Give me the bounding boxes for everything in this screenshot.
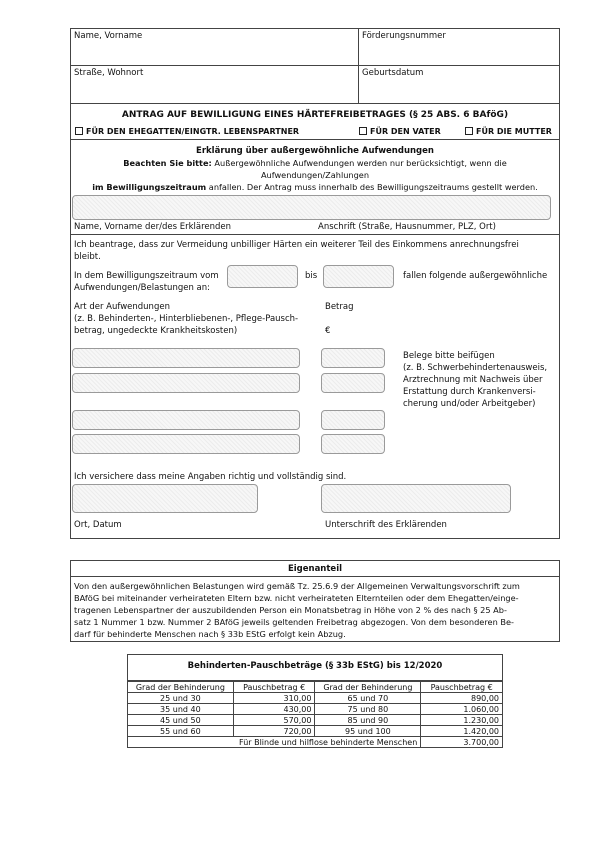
table-row	[128, 726, 503, 737]
table-row	[128, 693, 503, 704]
name-label: Name, Vorname	[74, 31, 143, 41]
eigenanteil-line-1: Von den außergewöhnlichen Belastungen wird gemäß Tz. 25.6.9 der Allgemeinen Verwaltungsvorschrift zum	[74, 581, 520, 591]
checkbox-vater-label: FÜR DEN VATER	[370, 127, 441, 136]
grad-cell: 75 und 80	[315, 704, 421, 715]
belege-line-1: Belege bitte beifügen	[403, 351, 495, 361]
belege-line-2: (z. B. Schwerbehindertenausweis,	[403, 363, 548, 373]
header-bottom-line	[70, 103, 560, 104]
ort-datum-label: Ort, Datum	[74, 520, 122, 530]
pauschbetraege-title: Behinderten-Pauschbeträge (§ 33b EStG) bis 12/2020	[187, 661, 443, 671]
betrag-input-1[interactable]	[321, 348, 385, 368]
eigenanteil-title-underline	[70, 576, 560, 577]
euro-label: €	[325, 326, 331, 336]
ort-datum-input[interactable]	[72, 484, 258, 513]
bewilligungszeitraum-text: anfallen. Der Antrag muss innerhalb des Bewilligungszeitraums gestellt werden.	[206, 182, 538, 192]
eigenanteil-line-2: BAföG bei miteinander verheirateten Eltern bzw. nicht verheirateten Elternteilen oder dem Ehegatten/einge-	[74, 593, 519, 603]
art-input-1[interactable]	[72, 348, 300, 368]
eigenanteil-line-3: tragenen Lebenspartner der auszubildenden Person ein Monatsbetrag in Höhe von 2 % des nach § 25 Ab-	[74, 605, 507, 615]
pauschbetraege-table	[127, 681, 503, 748]
zeitraum-label-line1: In dem Bewilligungszeitraum vom	[74, 271, 219, 281]
betrag-input-2[interactable]	[321, 373, 385, 393]
betrag-cell: 720,00	[233, 726, 315, 737]
art-input-2[interactable]	[72, 373, 300, 393]
zeitraum-label-line2: Aufwendungen/Belastungen an:	[74, 283, 210, 293]
betrag-cell: 570,00	[233, 715, 315, 726]
art-input-4[interactable]	[72, 434, 300, 454]
erklaerung-hint-line3	[70, 182, 560, 192]
header-betrag-1: Pauschbetrag €	[233, 682, 315, 693]
belege-line-5: cherung und/oder Arbeitgeber)	[403, 399, 536, 409]
versicherung-text: Ich versichere dass meine Angaben richtig und vollständig sind.	[74, 472, 347, 482]
grad-cell: 95 und 100	[315, 726, 421, 737]
zeitraum-von-input[interactable]	[227, 265, 298, 288]
foerderungsnummer-label: Förderungsnummer	[362, 31, 446, 41]
erklaerender-name-label: Name, Vorname der/des Erklärenden	[74, 222, 232, 232]
antrag-bottom-line	[70, 139, 560, 140]
betrag-cell: 890,00	[421, 693, 503, 704]
header-grad-2: Grad der Behinderung	[315, 682, 421, 693]
table-row	[128, 704, 503, 715]
header-betrag-2: Pauschbetrag €	[421, 682, 503, 693]
grad-cell: 45 und 50	[128, 715, 234, 726]
beachten-text: Außergewöhnliche Aufwendungen werden nur berücksichtigt, wenn die	[211, 158, 507, 168]
grad-cell: 85 und 90	[315, 715, 421, 726]
checkbox-mutter-box[interactable]	[465, 127, 473, 135]
unterschrift-label: Unterschrift des Erklärenden	[325, 520, 447, 530]
checkbox-mutter-label: FÜR DIE MUTTER	[476, 127, 552, 136]
antrag-title: ANTRAG AUF BEWILLIGUNG EINES HÄRTEFREIBETRAGES (§ 25 ABS. 6 BAföG)	[121, 110, 509, 120]
unterschrift-input[interactable]	[321, 484, 511, 513]
strasse-label: Straße, Wohnort	[74, 68, 144, 78]
belege-line-4: Erstattung durch Krankenversi-	[403, 387, 536, 397]
betrag-input-4[interactable]	[321, 434, 385, 454]
belege-line-3: Arztrechnung mit Nachweis über	[403, 375, 543, 385]
betrag-cell: 310,00	[233, 693, 315, 704]
beantragung-text-line2: bleibt.	[74, 252, 101, 262]
art-label: Art der Aufwendungen	[74, 302, 170, 312]
eigenanteil-title: Eigenanteil	[287, 564, 343, 574]
art-hint-line2: betrag, ungedeckte Krankheitskosten)	[74, 326, 238, 336]
grad-cell: 25 und 30	[128, 693, 234, 704]
betrag-label: Betrag	[325, 302, 354, 312]
betrag-cell: 1.420,00	[421, 726, 503, 737]
header-row-divider	[70, 65, 560, 66]
grad-cell: 65 und 70	[315, 693, 421, 704]
betrag-cell: 430,00	[233, 704, 315, 715]
checkbox-vater[interactable]	[359, 127, 441, 136]
checkbox-ehegatte[interactable]	[75, 127, 299, 136]
checkbox-vater-box[interactable]	[359, 127, 367, 135]
blind-value: 3.700,00	[421, 737, 503, 748]
bewilligungszeitraum-label: im Bewilligungszeitraum	[92, 182, 207, 192]
grad-cell: 35 und 40	[128, 704, 234, 715]
beachten-label: Beachten Sie bitte:	[123, 158, 212, 168]
erklaerung-title: Erklärung über außergewöhnliche Aufwendungen	[196, 146, 434, 156]
erklaerender-anschrift-label: Anschrift (Straße, Hausnummer, PLZ, Ort)	[318, 222, 496, 232]
erklaerung-hint-line2: Aufwendungen/Zahlungen	[260, 170, 370, 180]
fallen-label: fallen folgende außergewöhnliche	[403, 271, 548, 281]
table-header-row	[128, 682, 503, 693]
grad-cell: 55 und 60	[128, 726, 234, 737]
art-input-3[interactable]	[72, 410, 300, 430]
checkbox-ehegatte-label: FÜR DEN EHEGATTEN/EINGTR. LEBENSPARTNER	[86, 127, 300, 136]
erklaerender-input[interactable]	[72, 195, 551, 220]
bis-label: bis	[305, 271, 318, 281]
blind-label: Für Blinde und hilflose behinderte Menschen	[128, 737, 421, 748]
beantragung-text-line1: Ich beantrage, dass zur Vermeidung unbilliger Härten ein weiterer Teil des Einkommens anrechnungsfrei	[74, 240, 519, 250]
betrag-cell: 1.230,00	[421, 715, 503, 726]
erklaerung-hint-line1	[70, 158, 560, 168]
checkbox-mutter[interactable]	[465, 127, 552, 136]
zeitraum-bis-input[interactable]	[323, 265, 394, 288]
betrag-input-3[interactable]	[321, 410, 385, 430]
eigenanteil-line-5: darf für behinderte Menschen nach § 33b EStG erfolgt kein Abzug.	[74, 629, 346, 639]
art-hint-line1: (z. B. Behinderten-, Hinterbliebenen-, Pflege-Pausch-	[74, 314, 299, 324]
header-grad-1: Grad der Behinderung	[128, 682, 234, 693]
geburtsdatum-label: Geburtsdatum	[362, 68, 424, 78]
eigenanteil-line-4: satz 1 Nummer 1 bzw. Nummer 2 BAföG jeweils geltenden Freibetrag abgezogen. Von dem besonderen Be-	[74, 617, 514, 627]
table-row	[128, 715, 503, 726]
erklaerung-bottom-line	[70, 234, 560, 235]
checkbox-ehegatte-box[interactable]	[75, 127, 83, 135]
betrag-cell: 1.060,00	[421, 704, 503, 715]
blind-row	[128, 737, 503, 748]
